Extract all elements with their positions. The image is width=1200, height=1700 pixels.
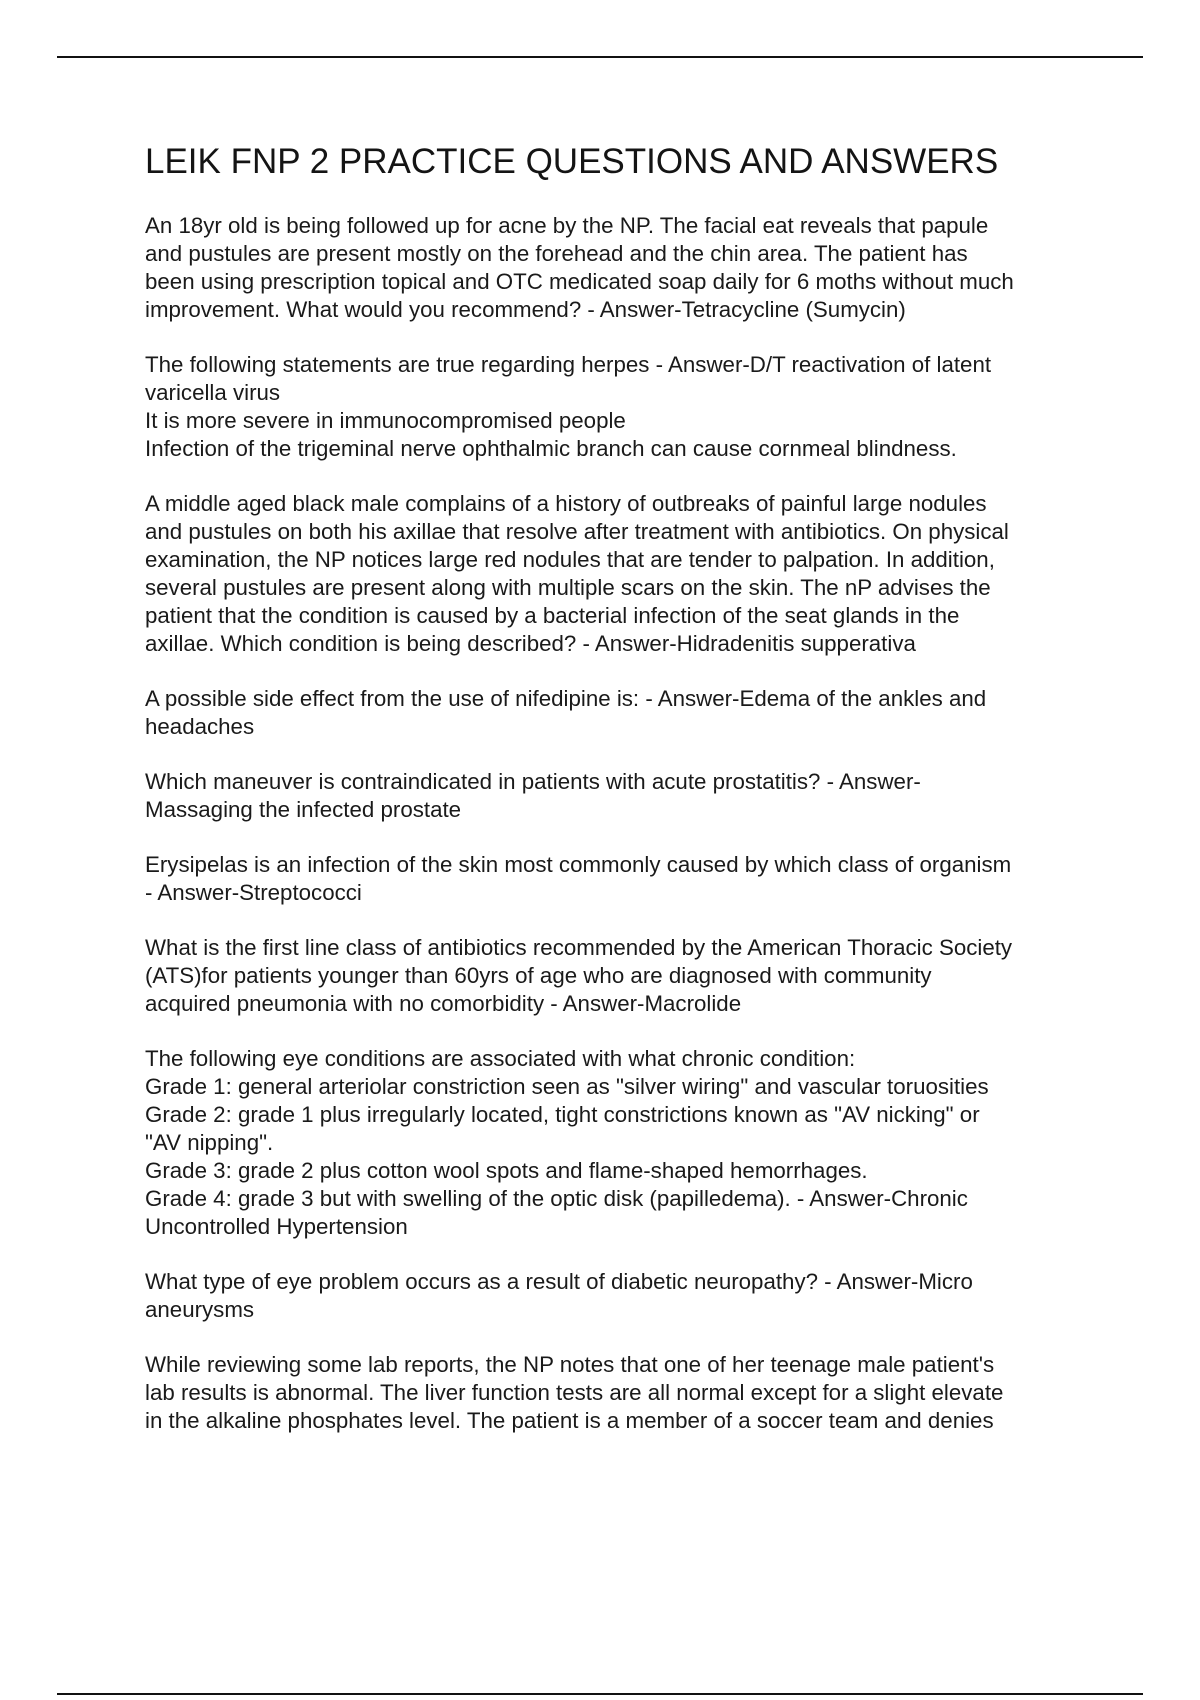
text-line: It is more severe in immunocompromised people: [145, 408, 626, 433]
text-line: Erysipelas is an infection of the skin most commonly caused by which class of organism: [145, 852, 1012, 877]
qa-entry-3: [145, 490, 1105, 658]
text-line: What is the first line class of antibiotics recommended by the American Thoracic Society: [145, 935, 1013, 960]
text-line: examination, the NP notices large red nodules that are tender to palpation. In addition,: [145, 547, 995, 572]
text-line: and pustules on both his axillae that resolve after treatment with antibiotics. On physical: [145, 519, 1009, 544]
qa-entry-10: [145, 1351, 1105, 1435]
text-line: patient that the condition is caused by a bacterial infection of the seat glands in the: [145, 603, 960, 628]
text-line: The following eye conditions are associated with what chronic condition:: [145, 1046, 856, 1071]
text-line: Infection of the trigeminal nerve ophthalmic branch can cause cornmeal blindness.: [145, 436, 957, 461]
text-line: varicella virus: [145, 380, 281, 405]
text-line: axillae. Which condition is being described? - Answer-Hidradenitis supperativa: [145, 631, 916, 656]
header-rule: [57, 56, 1143, 58]
text-line: The following statements are true regarding herpes - Answer-D/T reactivation of latent: [145, 352, 992, 377]
text-line: and pustules are present mostly on the forehead and the chin area. The patient has: [145, 241, 968, 266]
text-line: Grade 1: general arteriolar constriction seen as "silver wiring" and vascular toruosities: [145, 1074, 989, 1099]
qa-entry-2: [145, 351, 1105, 463]
text-line: several pustules are present along with multiple scars on the skin. The nP advises the: [145, 575, 991, 600]
text-line: "AV nipping".: [145, 1130, 274, 1155]
text-line: Uncontrolled Hypertension: [145, 1214, 408, 1239]
text-line: - Answer-Streptococci: [145, 880, 362, 905]
text-line: An 18yr old is being followed up for acne by the NP. The facial eat reveals that papule: [145, 213, 989, 238]
document-title: LEIK FNP 2 PRACTICE QUESTIONS AND ANSWERS: [145, 142, 999, 181]
text-line: (ATS)for patients younger than 60yrs of age who are diagnosed with community: [145, 963, 932, 988]
qa-entry-5: [145, 768, 1105, 824]
text-line: Grade 4: grade 3 but with swelling of the optic disk (papilledema). - Answer-Chronic: [145, 1186, 968, 1211]
text-line: acquired pneumonia with no comorbidity - Answer-Macrolide: [145, 991, 742, 1016]
qa-entry-7: [145, 934, 1105, 1018]
text-line: A middle aged black male complains of a history of outbreaks of painful large nodules: [145, 491, 987, 516]
text-line: Grade 3: grade 2 plus cotton wool spots and flame-shaped hemorrhages.: [145, 1158, 868, 1183]
text-line: While reviewing some lab reports, the NP notes that one of her teenage male patient's: [145, 1352, 995, 1377]
text-line: improvement. What would you recommend? - Answer-Tetracycline (Sumycin): [145, 297, 906, 322]
qa-entry-1: [145, 212, 1105, 324]
text-line: A possible side effect from the use of nifedipine is: - Answer-Edema of the ankles and: [145, 686, 987, 711]
text-line: Massaging the infected prostate: [145, 797, 462, 822]
footer-rule: [57, 1693, 1143, 1695]
text-line: What type of eye problem occurs as a result of diabetic neuropathy? - Answer-Micro: [145, 1269, 973, 1294]
document-body: [145, 140, 1105, 1462]
text-line: headaches: [145, 714, 255, 739]
text-line: been using prescription topical and OTC medicated soap daily for 6 moths without much: [145, 269, 1014, 294]
text-line: Grade 2: grade 1 plus irregularly located, tight constrictions known as "AV nicking" or: [145, 1102, 980, 1127]
text-line: lab results is abnormal. The liver function tests are all normal except for a slight elevate: [145, 1380, 1004, 1405]
qa-entry-6: [145, 851, 1105, 907]
text-line: Which maneuver is contraindicated in patients with acute prostatitis? - Answer-: [145, 769, 921, 794]
qa-entry-8: [145, 1045, 1105, 1241]
text-line: aneurysms: [145, 1297, 255, 1322]
qa-entry-9: [145, 1268, 1105, 1324]
text-line: in the alkaline phosphates level. The patient is a member of a soccer team and denies: [145, 1408, 994, 1433]
qa-entry-4: [145, 685, 1105, 741]
